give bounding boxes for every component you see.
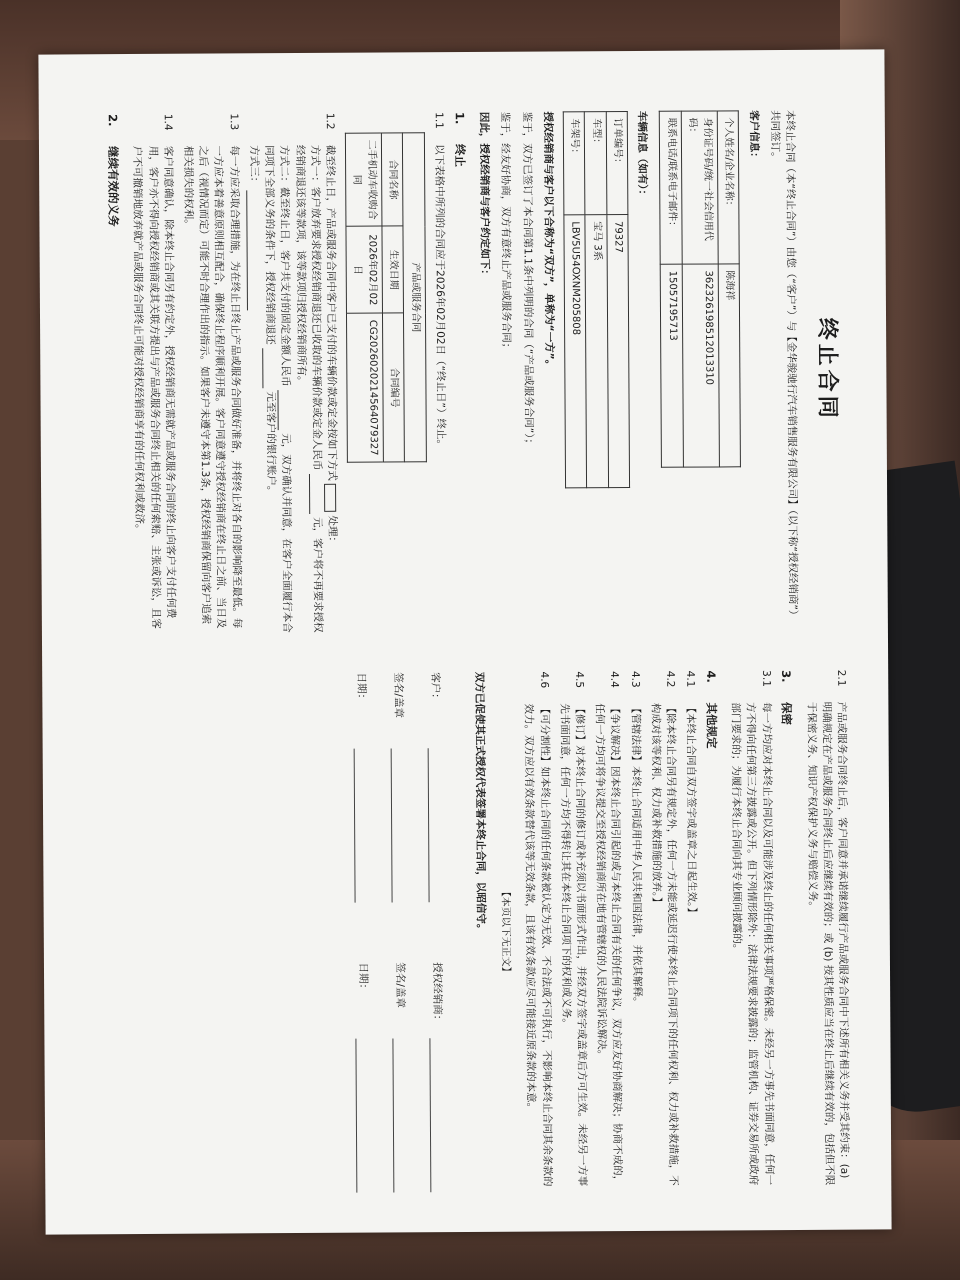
section-title: 终止 [452, 143, 467, 168]
customer-signature-field[interactable] [391, 748, 407, 902]
customer-date-field[interactable] [353, 749, 369, 903]
clause-4-3 [627, 671, 645, 1191]
customer-contact-label: 联系电话/联系电子邮件： [660, 111, 682, 264]
clause-4-1 [682, 671, 700, 1191]
section-number: 3. [779, 669, 794, 683]
clause-1-2-text: 截至终止日，产品或服务合同中客户已支付的车辆价款或定金按如下方式 [323, 144, 338, 481]
customer-table [659, 110, 741, 467]
option-3-text: 方式三： [247, 145, 261, 188]
signature-line [390, 672, 407, 902]
vehicle-heading: 车辆信息（如有）： [636, 110, 649, 201]
closing-statement: 双方已促使其正式授权代表签署本终止合同，以昭信守。 [472, 671, 487, 935]
order-number-value: 79327 [607, 214, 630, 487]
clause-number: 1.4 [161, 113, 174, 131]
option-box[interactable] [324, 484, 336, 512]
customer-name-value: 陈海祥 [718, 264, 741, 467]
clause-1-4 [129, 114, 178, 634]
whereas-1: 鉴于，双方已签订了本合同第1.1条中列明的合同（“产品或服务合同”）； [520, 111, 535, 449]
vehicle-table [562, 111, 630, 488]
clause-4-2 [647, 671, 681, 1191]
signature-block [331, 672, 446, 1193]
dealer-blank[interactable] [430, 1038, 446, 1192]
rotated-page [38, 49, 891, 1234]
vin-label: 车架号： [563, 112, 585, 215]
section-title: 保密 [779, 701, 794, 726]
clause-3-1 [727, 670, 776, 1190]
therefore-line: 因此，授权经销商与客户约定如下： [477, 111, 491, 280]
signature-line [355, 963, 372, 1193]
clause-text: 【管辖法律】本终止合同适用中华人民共和国法律，并依其解释。 [629, 702, 643, 1008]
customer-blank[interactable] [428, 748, 444, 902]
signature-label: 签名/盖章 [392, 672, 405, 718]
clause-text: 【修订】对本终止合同的修订或补充须以书面形式作出，并经双方签字或盖章后方可生效。未经另一方事先书面同意，任何一方均不得转让其在本终止合同项下的权利或义务。 [558, 703, 589, 1187]
clause-text: 【本终止合同自双方签字或盖章之日起生效。】 [684, 702, 699, 918]
section-number: 4. [704, 670, 719, 683]
effective-date-cell: 2026年02月02日 [346, 226, 383, 313]
table-row [681, 111, 719, 467]
section-3-heading [778, 670, 798, 1190]
customer-heading: 客户信息： [747, 110, 760, 163]
section-4-heading [703, 670, 723, 1190]
amount-blank[interactable] [278, 390, 290, 430]
clause-number: 4.4 [608, 671, 621, 688]
date-label: 日期： [355, 672, 368, 705]
signature-label: 签名/盖章 [394, 962, 407, 1008]
table-row [660, 111, 684, 467]
contract-name-cell: 二手机动车收购合同 [345, 133, 382, 226]
table-row [345, 133, 383, 462]
clause-1-2 [245, 113, 339, 634]
table-row [717, 111, 741, 467]
table-row [381, 133, 405, 462]
clause-4-5 [556, 671, 590, 1191]
clause-number: 4.2 [664, 670, 677, 688]
clause-text: 【争议解决】因本终止合同引起的或与本终止合同有关的任何争议，双方应友好协商解决；协商不成的，任何一方均可将争议提交至授权经销商所在地有管辖权的人民法院诉讼解决。 [593, 703, 624, 1187]
signature-line [353, 673, 370, 903]
page-right-column [331, 670, 851, 1193]
contract-number-cell: CG2026020214564079327 [346, 313, 383, 462]
section-1-heading [451, 112, 471, 632]
customer-contact-value: 15057195713 [661, 264, 684, 467]
dealer-signature-field[interactable] [392, 1038, 408, 1192]
clause-number: 1.2 [323, 112, 336, 130]
signature-line [429, 962, 446, 1192]
clause-number: 1.1 [432, 112, 446, 129]
clause-text: 以下表格中所列的合同应于2026年02月02日（“终止日”）终止。 [433, 144, 448, 451]
clause-text: 客户同意确认，除本终止合同另有约定外，授权经销商无需就产品或服务合同的终止向客户支付任何费用，客户亦不得向授权经销商或其关联方提出与产品或服务合同终止相关的任何索赔、主张或诉讼，且客户不可撤销地放弃就产品或服务合同终止可能对授权经销商享有的任何权利或救济。 [131, 145, 177, 629]
customer-label: 客户： [429, 672, 442, 704]
vehicle-model-label: 车型： [584, 112, 606, 215]
whereas-2: 鉴于，经友好协商，双方有意终止产品或服务合同； [499, 111, 513, 354]
clause-text [246, 145, 340, 634]
clause-number: 4.5 [573, 671, 586, 689]
customer-name-label: 个人姓名/企业名称： [717, 111, 739, 264]
table-row [403, 133, 427, 462]
clause-number: 4.6 [537, 671, 550, 689]
dealer-label: 授权经销商： [431, 962, 444, 1026]
customer-signature [331, 672, 444, 903]
section-number: 2. [105, 114, 120, 127]
customer-id-value: 362326198512013310 [682, 264, 719, 467]
clause-1-1 [431, 112, 449, 632]
clause-number: 2.1 [835, 669, 848, 687]
table-row [606, 111, 630, 487]
option-1-text-b: 元，客户将不再要求授权经销商退还该等款项，该等款项归授权经销商所有。 [293, 144, 324, 633]
dealer-date-field[interactable] [355, 1039, 371, 1193]
contract-paper [38, 49, 891, 1234]
clause-4-6 [520, 671, 554, 1191]
contract-table [345, 132, 427, 462]
clause-text: 产品或服务合同终止后，客户同意并承诺继续履行产品或服务合同中下述所有相关义务并受其约束：(a) 明确规定在产品或服务合同终止后应继续有效的；或 (b) 按其性质应当在终止后继续有效的，包括但不限于保密义务、知识产权保护义务与赔偿义务。 [804, 701, 851, 1186]
table-row [584, 112, 608, 488]
clause-text: 【除本终止合同另有规定外，任何一方未能或延迟行使本终止合同项下的任何权利、权力或补救措施，不构成对该等权利、权力或补救措施的放弃。】 [649, 702, 680, 1186]
option-2-text-c: 元至客户的银行账户。 [264, 391, 278, 497]
clause-1-3 [180, 113, 244, 633]
section-2-heading [104, 114, 124, 634]
amount-blank[interactable] [262, 348, 274, 388]
section-number: 1. [452, 111, 467, 125]
clause-number: 4.1 [684, 670, 697, 688]
clause-4-4 [591, 671, 625, 1191]
clause-text: 每一方均应对本终止合同以及可能涉及终止的任何相关事项严格保密。未经另一方事先书面同意，任何一方不得向任何第三方披露或公开。但下列情形除外：法律法规要求披露的；监管机构、证券交易所或政府部门要求的；为履行本终止合同向其专业顾问披露的。 [729, 702, 775, 1186]
intro-paragraph: 本终止合同（本“终止合同”）由您（“客户”）与【金华骏驰行汽车销售服务有限公司】（以下称“授权经销商”）共同签订。 [768, 109, 799, 621]
clause-1-2-after: 处理： [326, 515, 339, 548]
blank-page-note: 【本页以下无正文】 [499, 886, 512, 977]
parties-definition: 授权经销商与客户以下合称为“双方”，单称为“一方”。 [541, 111, 556, 371]
clause-number: 3.1 [759, 670, 772, 687]
page-left-column [99, 110, 848, 635]
clause-2-1 [803, 670, 852, 1190]
clause-number: 4.3 [628, 670, 641, 688]
amount-blank[interactable] [309, 474, 321, 514]
section-title: 继续有效的义务 [106, 146, 121, 227]
signature-line [427, 672, 444, 902]
page-title: 终止合同 [814, 317, 840, 422]
column-header: 生效日期 [382, 226, 404, 313]
signature-line [392, 962, 409, 1192]
contract-table-title: 产品或服务合同 [403, 133, 427, 462]
order-number-label: 订单编号： [606, 111, 628, 214]
option-2-text-b: 元，双方确认并同意，在客户全面履行本合同项下全部义务的条件下，授权经销商退还 [263, 145, 294, 633]
section-title: 其他规定 [704, 702, 719, 749]
table-row [563, 112, 587, 488]
dealer-signature [333, 962, 446, 1193]
option-3-blank[interactable] [246, 191, 259, 311]
vin-value: LBV5U54OXNM205808 [564, 215, 587, 488]
clause-text: 【可分割性】如本终止合同的任何条款被认定为无效、不合法或不可执行，不影响本终止合同其余条款的效力。双方应以有效条款替代该等无效条款，且该有效条款应尽可能接近原条款的本意。 [522, 703, 553, 1187]
column-header: 合同编号 [382, 313, 404, 462]
option-1-text: 方式一：客户放弃要求授权经销商退还已收取的车辆价款或定金人民币 [308, 144, 323, 471]
column-header: 合同名称 [381, 133, 403, 226]
date-label: 日期： [356, 962, 370, 995]
option-2-text: 方式二：截至终止日，客户共支付的固定金额人民币 [278, 145, 292, 387]
customer-id-label: 身份证号码/统一社会信用代码： [681, 111, 718, 264]
clause-text: 每一方应采取合理措施，为在终止日终止产品或服务合同做好准备，并将终止对各自的影响降至最低。每一方应本着善意原则相互配合，确保终止程序顺利开展。客户同意遵守授权经销商在终止日之前、当日及之后（视情况而定）可能不时合理作出的指示。如果客户未遵守本第1.3条，授权经销商保留向客户追索相关损失的权利。 [181, 145, 243, 629]
vehicle-model-value: 宝马 3系 [585, 215, 608, 488]
clause-number: 1.3 [227, 113, 240, 131]
